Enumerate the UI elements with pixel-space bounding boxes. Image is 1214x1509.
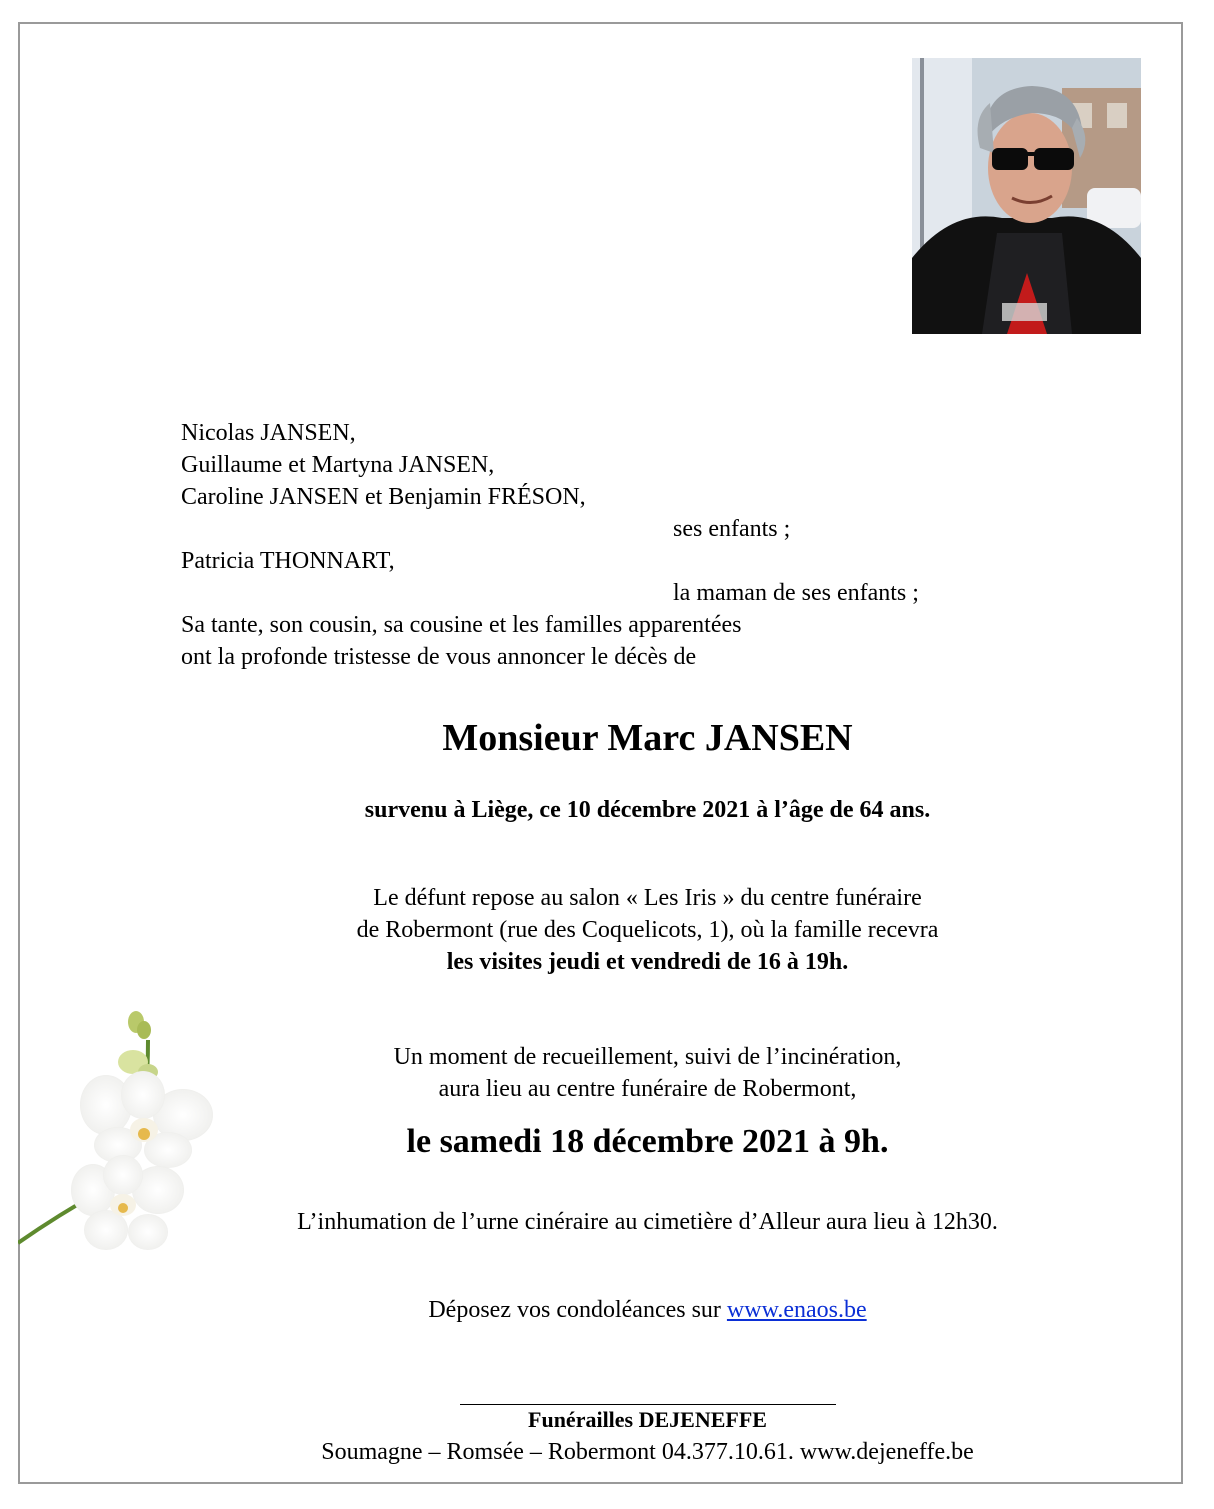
orchid-decoration [18,1000,248,1280]
ceremony-date: le samedi 18 décembre 2021 à 9h. [406,1123,889,1160]
relatives-line: Sa tante, son cousin, sa cousine et les familles apparentées [181,612,742,638]
family-member: Guillaume et Martyna JANSEN, [181,452,495,478]
condolences-text: Déposez vos condoléances sur [428,1297,727,1323]
partner-name: Patricia THONNART, [181,548,395,574]
children-role: ses enfants ; [673,516,791,542]
repose-block [0,882,1214,978]
ceremony-line: Un moment de recueillement, suivi de l’incinération, [393,1044,902,1070]
family-member: Nicolas JANSEN, [181,420,356,446]
funeral-home-name: Funérailles DEJENEFFE [528,1407,767,1432]
burial-info: L’inhumation de l’urne cinéraire au cimetière d’Alleur aura lieu à 12h30. [297,1209,998,1235]
condolences-link[interactable]: www.enaos.be [726,1297,867,1323]
visits-line: les visites jeudi et vendredi de 16 à 19h. [446,949,849,975]
family-list [181,417,981,673]
ceremony-line: aura lieu au centre funéraire de Robermont, [438,1076,857,1102]
family-member: Caroline JANSEN et Benjamin FRÉSON, [181,484,586,510]
portrait-photo [912,58,1141,334]
condolences-line [0,1294,1214,1326]
announcement-line: ont la profonde tristesse de vous annoncer le décès de [181,644,697,670]
funeral-home-address: Soumagne – Romsée – Robermont 04.377.10.61. www.dejeneffe.be [321,1439,974,1465]
repose-line: de Robermont (rue des Coquelicots, 1), où la famille recevra [356,917,939,943]
deceased-info: survenu à Liège, ce 10 décembre 2021 à l’âge de 64 ans. [364,797,931,823]
deceased-name: Monsieur Marc JANSEN [442,717,853,759]
partner-role: la maman de ses enfants ; [673,580,919,606]
repose-line: Le défunt repose au salon « Les Iris » du centre funéraire [373,885,922,911]
